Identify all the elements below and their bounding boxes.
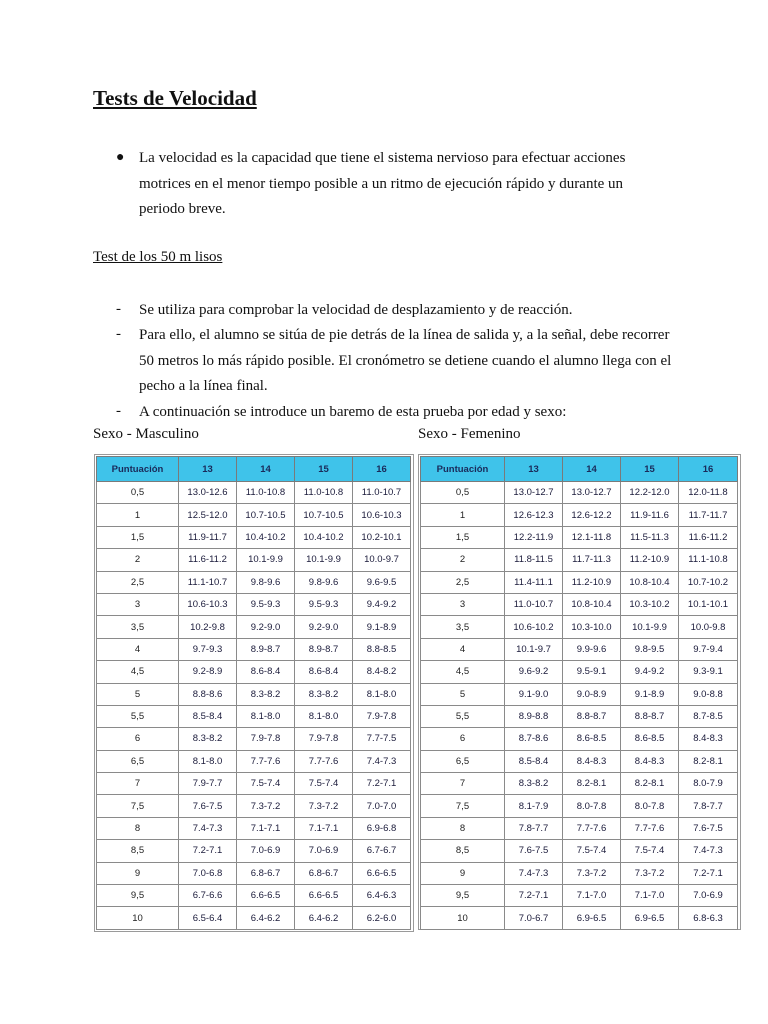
time-cell: 9.2-8.9: [179, 661, 237, 683]
time-cell: 12.1-11.8: [563, 526, 621, 548]
score-cell: 10: [421, 907, 505, 929]
time-cell: 9.5-9.3: [237, 593, 295, 615]
time-cell: 9.9-9.6: [563, 638, 621, 660]
table-row: [97, 504, 411, 526]
time-cell: 12.6-12.2: [563, 504, 621, 526]
score-cell: 4: [97, 638, 179, 660]
time-cell: 6.9-6.5: [563, 907, 621, 929]
time-cell: 13.0-12.7: [563, 482, 621, 504]
time-cell: 7.9-7.8: [237, 728, 295, 750]
time-cell: 10.8-10.4: [563, 593, 621, 615]
time-cell: 7.7-7.6: [621, 817, 679, 839]
score-cell: 0,5: [421, 482, 505, 504]
header-age: 16: [679, 457, 738, 482]
table-row: [97, 840, 411, 862]
score-cell: 9,5: [421, 885, 505, 907]
table-row: [421, 795, 738, 817]
female-table: [420, 456, 738, 930]
score-cell: 4: [421, 638, 505, 660]
time-cell: 9.8-9.6: [237, 571, 295, 593]
male-label: Sexo - Masculino: [93, 426, 199, 442]
time-cell: 11.2-10.9: [563, 571, 621, 593]
table-row: [421, 661, 738, 683]
time-cell: 7.7-7.5: [353, 728, 411, 750]
table-row: [421, 571, 738, 593]
time-cell: 7.0-7.0: [353, 795, 411, 817]
time-cell: 7.0-6.9: [237, 840, 295, 862]
time-cell: 8.6-8.4: [295, 661, 353, 683]
time-cell: 7.4-7.3: [353, 750, 411, 772]
time-cell: 11.2-10.9: [621, 549, 679, 571]
time-cell: 11.6-11.2: [179, 549, 237, 571]
table-row: [421, 773, 738, 795]
table-row: [97, 526, 411, 548]
score-cell: 6,5: [97, 750, 179, 772]
score-cell: 2,5: [97, 571, 179, 593]
time-cell: 8.0-7.9: [679, 773, 738, 795]
table-row: [97, 705, 411, 727]
table-row: [421, 638, 738, 660]
table-row: [421, 750, 738, 772]
score-cell: 8,5: [97, 840, 179, 862]
time-cell: 10.1-10.1: [679, 593, 738, 615]
score-cell: 1: [97, 504, 179, 526]
time-cell: 8.1-7.9: [505, 795, 563, 817]
time-cell: 9.5-9.1: [563, 661, 621, 683]
score-cell: 6: [97, 728, 179, 750]
score-cell: 6,5: [421, 750, 505, 772]
time-cell: 10.1-9.9: [237, 549, 295, 571]
time-cell: 7.9-7.7: [179, 773, 237, 795]
score-cell: 3: [421, 593, 505, 615]
time-cell: 9.5-9.3: [295, 593, 353, 615]
time-cell: 8.6-8.4: [237, 661, 295, 683]
score-cell: 5: [421, 683, 505, 705]
table-row: [421, 526, 738, 548]
section-subtitle: Test de los 50 m lisos: [93, 249, 223, 265]
table-row: [97, 885, 411, 907]
time-cell: 7.5-7.4: [621, 840, 679, 862]
time-cell: 7.2-7.1: [353, 773, 411, 795]
table-header-row: [97, 457, 411, 482]
time-cell: 7.6-7.5: [179, 795, 237, 817]
time-cell: 10.6-10.3: [179, 593, 237, 615]
table-row: [421, 683, 738, 705]
time-cell: 10.2-9.8: [179, 616, 237, 638]
time-cell: 7.1-7.0: [621, 885, 679, 907]
score-cell: 7,5: [421, 795, 505, 817]
time-cell: 9.3-9.1: [679, 661, 738, 683]
time-cell: 12.2-11.9: [505, 526, 563, 548]
time-cell: 7.2-7.1: [179, 840, 237, 862]
list-item: A continuación se introduce un baremo de esta prueba por edad y sexo:: [139, 404, 567, 420]
table-row: [421, 593, 738, 615]
header-age: 14: [563, 457, 621, 482]
time-cell: 11.1-10.7: [179, 571, 237, 593]
time-cell: 10.8-10.4: [621, 571, 679, 593]
score-cell: 1,5: [97, 526, 179, 548]
score-cell: 9: [97, 862, 179, 884]
table-row: [421, 616, 738, 638]
table-row: [421, 549, 738, 571]
time-cell: 7.3-7.2: [237, 795, 295, 817]
time-cell: 12.6-12.3: [505, 504, 563, 526]
score-cell: 7: [421, 773, 505, 795]
score-cell: 1,5: [421, 526, 505, 548]
time-cell: 7.7-7.6: [237, 750, 295, 772]
time-cell: 6.4-6.2: [295, 907, 353, 929]
score-cell: 9,5: [97, 885, 179, 907]
time-cell: 9.4-9.2: [353, 593, 411, 615]
time-cell: 11.0-10.8: [237, 482, 295, 504]
score-cell: 5,5: [97, 705, 179, 727]
table-row: [421, 504, 738, 526]
time-cell: 8.8-8.5: [353, 638, 411, 660]
time-cell: 10.7-10.5: [295, 504, 353, 526]
dash-icon: -: [116, 326, 121, 342]
time-cell: 10.6-10.2: [505, 616, 563, 638]
score-cell: 4,5: [97, 661, 179, 683]
score-cell: 10: [97, 907, 179, 929]
time-cell: 10.0-9.7: [353, 549, 411, 571]
time-cell: 7.9-7.8: [353, 705, 411, 727]
time-cell: 11.1-10.8: [679, 549, 738, 571]
header-age: 14: [237, 457, 295, 482]
time-cell: 12.2-12.0: [621, 482, 679, 504]
time-cell: 8.1-8.0: [295, 705, 353, 727]
time-cell: 11.0-10.7: [353, 482, 411, 504]
time-cell: 8.3-8.2: [295, 683, 353, 705]
time-cell: 8.1-8.0: [353, 683, 411, 705]
time-cell: 9.1-8.9: [621, 683, 679, 705]
score-cell: 3,5: [97, 616, 179, 638]
time-cell: 6.8-6.3: [679, 907, 738, 929]
table-row: [97, 616, 411, 638]
time-cell: 10.4-10.2: [295, 526, 353, 548]
time-cell: 13.0-12.6: [179, 482, 237, 504]
time-cell: 13.0-12.7: [505, 482, 563, 504]
time-cell: 9.6-9.2: [505, 661, 563, 683]
time-cell: 6.6-6.5: [237, 885, 295, 907]
time-cell: 7.3-7.2: [563, 862, 621, 884]
time-cell: 11.9-11.6: [621, 504, 679, 526]
time-cell: 10.7-10.5: [237, 504, 295, 526]
time-cell: 7.2-7.1: [505, 885, 563, 907]
time-cell: 8.9-8.8: [505, 705, 563, 727]
score-cell: 0,5: [97, 482, 179, 504]
list-item: Para ello, el alumno se sitúa de pie detrás de la línea de salida y, a la señal, debe recorrer 50 metros lo más rápido posible. El cronómetro se detiene cuando el alumno llega con el pecho a la línea final.: [139, 327, 672, 394]
time-cell: 11.7-11.3: [563, 549, 621, 571]
time-cell: 10.2-10.1: [353, 526, 411, 548]
time-cell: 7.5-7.4: [295, 773, 353, 795]
table-row: [97, 907, 411, 929]
table-row: [421, 907, 738, 929]
time-cell: 8.5-8.4: [179, 705, 237, 727]
time-cell: 7.0-6.7: [505, 907, 563, 929]
table-row: [97, 817, 411, 839]
time-cell: 6.4-6.2: [237, 907, 295, 929]
score-cell: 2: [97, 549, 179, 571]
score-cell: 3,5: [421, 616, 505, 638]
time-cell: 8.3-8.2: [505, 773, 563, 795]
time-cell: 7.7-7.6: [295, 750, 353, 772]
header-age: 15: [295, 457, 353, 482]
table-header-row: [421, 457, 738, 482]
time-cell: 8.3-8.2: [237, 683, 295, 705]
time-cell: 11.8-11.5: [505, 549, 563, 571]
time-cell: 8.7-8.5: [679, 705, 738, 727]
time-cell: 6.4-6.3: [353, 885, 411, 907]
time-cell: 7.0-6.9: [295, 840, 353, 862]
score-cell: 3: [97, 593, 179, 615]
page-title: Tests de Velocidad: [93, 86, 257, 110]
time-cell: 11.6-11.2: [679, 526, 738, 548]
time-cell: 8.8-8.7: [621, 705, 679, 727]
table-row: [421, 482, 738, 504]
header-age: 13: [179, 457, 237, 482]
time-cell: 7.4-7.3: [179, 817, 237, 839]
table-row: [97, 773, 411, 795]
table-row: [421, 840, 738, 862]
time-cell: 7.1-7.1: [237, 817, 295, 839]
time-cell: 11.5-11.3: [621, 526, 679, 548]
time-cell: 7.8-7.7: [505, 817, 563, 839]
time-cell: 8.1-8.0: [237, 705, 295, 727]
time-cell: 8.8-8.6: [179, 683, 237, 705]
table-row: [97, 593, 411, 615]
time-cell: 8.4-8.3: [679, 728, 738, 750]
male-table: [96, 456, 411, 930]
time-cell: 9.8-9.5: [621, 638, 679, 660]
time-cell: 11.0-10.7: [505, 593, 563, 615]
time-cell: 8.4-8.3: [621, 750, 679, 772]
time-cell: 7.4-7.3: [505, 862, 563, 884]
table-row: [97, 750, 411, 772]
table-row: [97, 728, 411, 750]
time-cell: 7.6-7.5: [679, 817, 738, 839]
time-cell: 7.5-7.4: [563, 840, 621, 862]
female-label: Sexo - Femenino: [418, 426, 521, 442]
time-cell: 6.7-6.7: [353, 840, 411, 862]
time-cell: 9.7-9.4: [679, 638, 738, 660]
score-cell: 8,5: [421, 840, 505, 862]
time-cell: 10.0-9.8: [679, 616, 738, 638]
list-item: Se utiliza para comprobar la velocidad de desplazamiento y de reacción.: [139, 302, 573, 318]
time-cell: 6.9-6.5: [621, 907, 679, 929]
time-cell: 9.8-9.6: [295, 571, 353, 593]
score-cell: 5: [97, 683, 179, 705]
time-cell: 7.0-6.9: [679, 885, 738, 907]
time-cell: 6.8-6.7: [295, 862, 353, 884]
time-cell: 8.5-8.4: [505, 750, 563, 772]
time-cell: 9.7-9.3: [179, 638, 237, 660]
time-cell: 9.4-9.2: [621, 661, 679, 683]
table-row: [97, 638, 411, 660]
time-cell: 10.6-10.3: [353, 504, 411, 526]
header-score: Puntuación: [421, 457, 505, 482]
time-cell: 8.3-8.2: [179, 728, 237, 750]
score-cell: 8: [97, 817, 179, 839]
time-cell: 6.6-6.5: [353, 862, 411, 884]
time-cell: 9.2-9.0: [237, 616, 295, 638]
table-row: [97, 862, 411, 884]
time-cell: 8.6-8.5: [621, 728, 679, 750]
time-cell: 7.5-7.4: [237, 773, 295, 795]
time-cell: 6.9-6.8: [353, 817, 411, 839]
time-cell: 10.7-10.2: [679, 571, 738, 593]
time-cell: 10.4-10.2: [237, 526, 295, 548]
table-row: [421, 728, 738, 750]
time-cell: 7.7-7.6: [563, 817, 621, 839]
time-cell: 6.2-6.0: [353, 907, 411, 929]
time-cell: 8.8-8.7: [563, 705, 621, 727]
time-cell: 12.5-12.0: [179, 504, 237, 526]
score-cell: 7,5: [97, 795, 179, 817]
time-cell: 7.2-7.1: [679, 862, 738, 884]
time-cell: 7.3-7.2: [621, 862, 679, 884]
table-row: [97, 795, 411, 817]
time-cell: 8.9-8.7: [295, 638, 353, 660]
time-cell: 9.0-8.8: [679, 683, 738, 705]
score-cell: 2,5: [421, 571, 505, 593]
table-row: [421, 817, 738, 839]
time-cell: 6.5-6.4: [179, 907, 237, 929]
time-cell: 8.0-7.8: [563, 795, 621, 817]
time-cell: 8.6-8.5: [563, 728, 621, 750]
time-cell: 9.1-8.9: [353, 616, 411, 638]
header-age: 15: [621, 457, 679, 482]
time-cell: 8.2-8.1: [563, 773, 621, 795]
time-cell: 9.1-9.0: [505, 683, 563, 705]
time-cell: 9.2-9.0: [295, 616, 353, 638]
time-cell: 8.7-8.6: [505, 728, 563, 750]
time-cell: 8.4-8.2: [353, 661, 411, 683]
time-cell: 11.7-11.7: [679, 504, 738, 526]
time-cell: 9.6-9.5: [353, 571, 411, 593]
time-cell: 10.1-9.7: [505, 638, 563, 660]
intro-paragraph: La velocidad es la capacidad que tiene el sistema nervioso para efectuar acciones motrices en el menor tiempo posible a un ritmo de ejecución rápido y durante un periodo breve.: [139, 150, 626, 217]
table-row: [97, 661, 411, 683]
time-cell: 7.3-7.2: [295, 795, 353, 817]
dash-icon: -: [116, 301, 121, 317]
table-row: [421, 705, 738, 727]
header-age: 16: [353, 457, 411, 482]
time-cell: 9.0-8.9: [563, 683, 621, 705]
table-row: [421, 862, 738, 884]
time-cell: 6.6-6.5: [295, 885, 353, 907]
time-cell: 11.0-10.8: [295, 482, 353, 504]
time-cell: 6.7-6.6: [179, 885, 237, 907]
table-row: [97, 683, 411, 705]
time-cell: 7.1-7.0: [563, 885, 621, 907]
table-row: [97, 571, 411, 593]
score-cell: 7: [97, 773, 179, 795]
time-cell: 10.3-10.2: [621, 593, 679, 615]
time-cell: 8.1-8.0: [179, 750, 237, 772]
table-row: [97, 549, 411, 571]
header-score: Puntuación: [97, 457, 179, 482]
time-cell: 10.1-9.9: [621, 616, 679, 638]
time-cell: 6.8-6.7: [237, 862, 295, 884]
time-cell: 7.8-7.7: [679, 795, 738, 817]
time-cell: 10.1-9.9: [295, 549, 353, 571]
bullet-icon: ●: [116, 150, 125, 165]
score-cell: 2: [421, 549, 505, 571]
table-row: [421, 885, 738, 907]
score-cell: 4,5: [421, 661, 505, 683]
time-cell: 12.0-11.8: [679, 482, 738, 504]
time-cell: 7.4-7.3: [679, 840, 738, 862]
time-cell: 7.1-7.1: [295, 817, 353, 839]
score-cell: 6: [421, 728, 505, 750]
score-cell: 8: [421, 817, 505, 839]
time-cell: 7.9-7.8: [295, 728, 353, 750]
time-cell: 8.2-8.1: [679, 750, 738, 772]
time-cell: 7.0-6.8: [179, 862, 237, 884]
header-age: 13: [505, 457, 563, 482]
time-cell: 8.2-8.1: [621, 773, 679, 795]
score-cell: 5,5: [421, 705, 505, 727]
time-cell: 11.4-11.1: [505, 571, 563, 593]
score-cell: 1: [421, 504, 505, 526]
time-cell: 8.9-8.7: [237, 638, 295, 660]
dash-icon: -: [116, 403, 121, 419]
table-row: [97, 482, 411, 504]
time-cell: 7.6-7.5: [505, 840, 563, 862]
score-cell: 9: [421, 862, 505, 884]
time-cell: 8.4-8.3: [563, 750, 621, 772]
time-cell: 8.0-7.8: [621, 795, 679, 817]
time-cell: 11.9-11.7: [179, 526, 237, 548]
time-cell: 10.3-10.0: [563, 616, 621, 638]
